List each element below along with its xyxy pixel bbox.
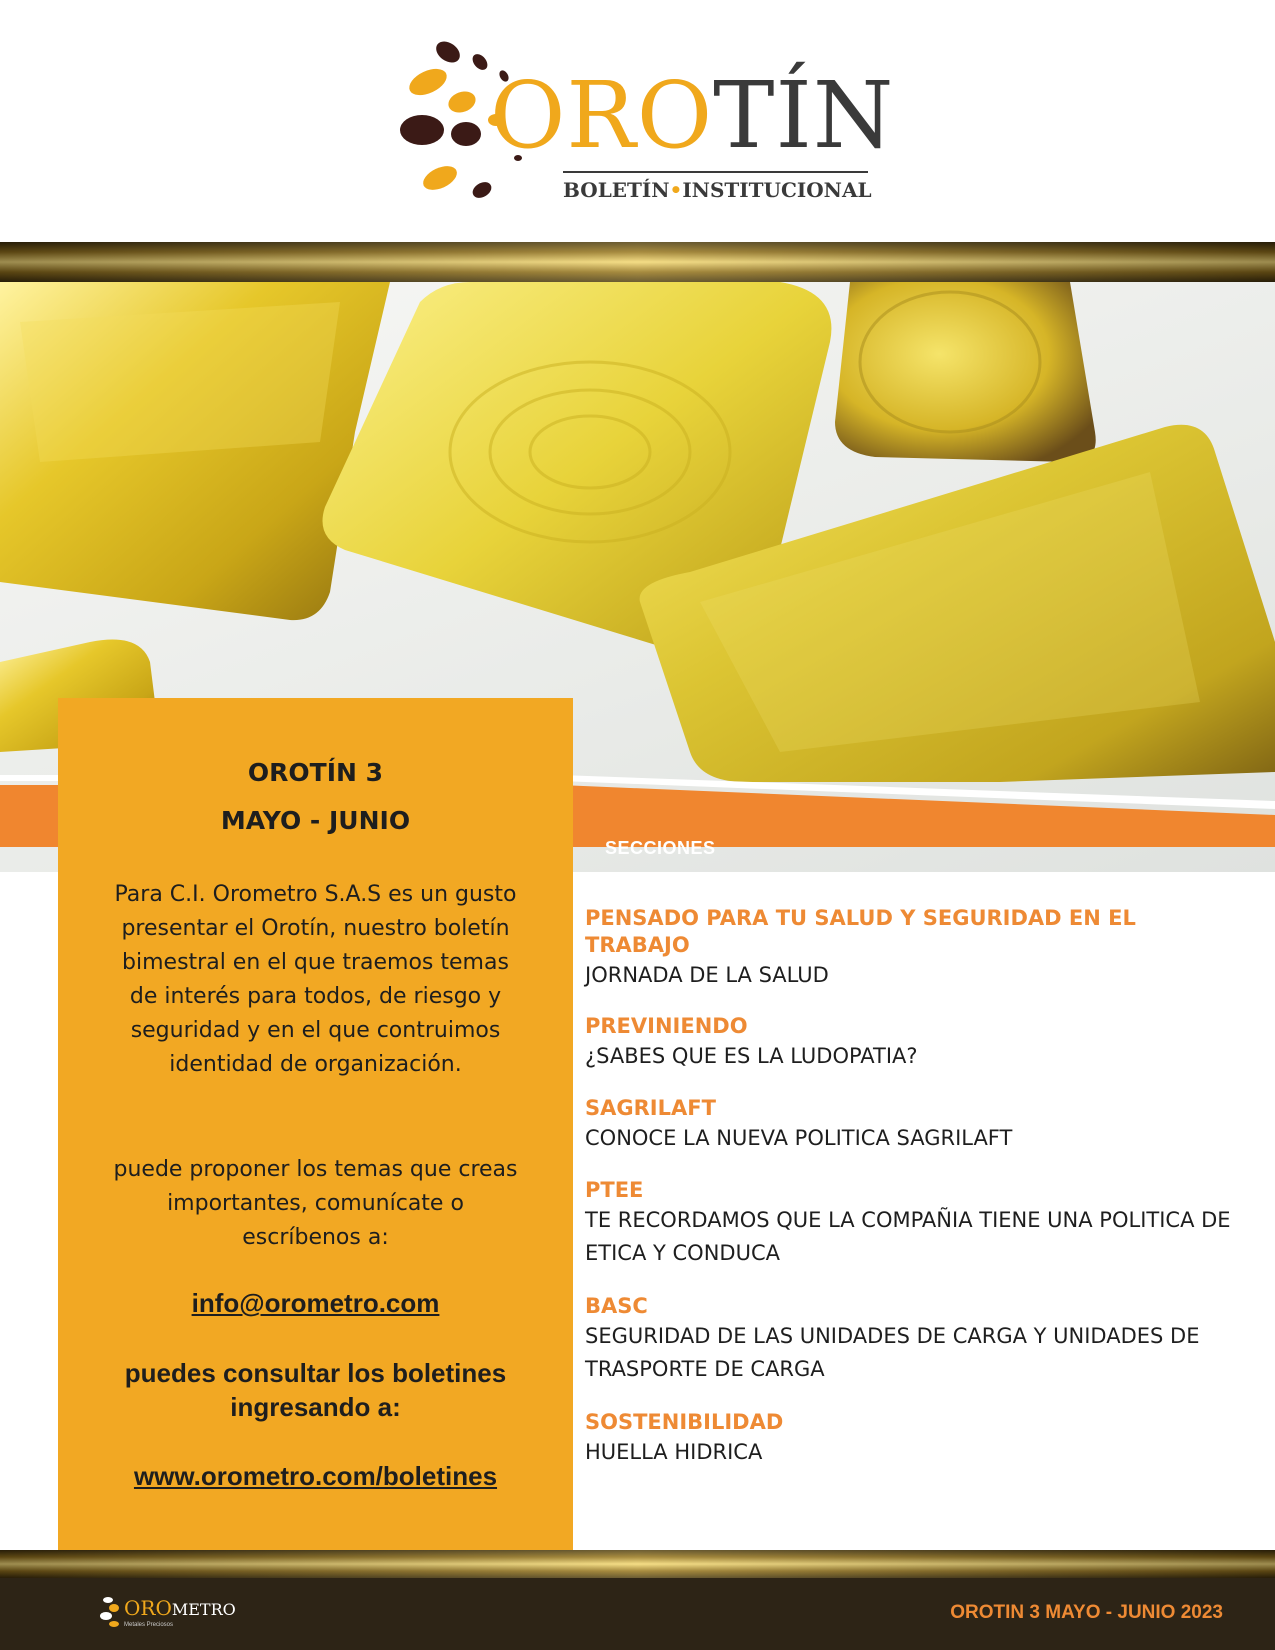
section-title: PREVINIENDO [585,1014,748,1038]
section-subtitle: HUELLA HIDRICA [585,1440,763,1464]
brand-wordmark [490,62,895,169]
tagline-bullet: • [669,178,683,202]
issue-period: MAYO - JUNIO [220,806,411,835]
gold-divider-bottom [0,1550,1275,1578]
footer-logo-metro: METRO [171,1600,236,1619]
section-item [585,1293,1245,1386]
section-subtitle: SEGURIDAD DE LAS UNIDADES DE CARGA Y UNIDADES DE TRASPORTE DE CARGA [585,1324,1200,1381]
section-item [585,1177,1245,1270]
section-item [585,905,1245,992]
footer-logo-sub: Metales Preciosos [124,1622,174,1628]
tagline-left: BOLETÍN [563,178,670,202]
orometro-logo [100,1592,250,1636]
section-subtitle: JORNADA DE LA SALUD [585,963,829,987]
email-link[interactable]: info@orometro.com [191,1288,440,1318]
footer-dots-icon [100,1592,124,1636]
consult-text: puedes consultar los boletines ingresando a: [124,1358,507,1422]
section-item [585,1409,1245,1469]
gold-divider-top [0,242,1275,282]
section-subtitle: CONOCE LA NUEVA POLITICA SAGRILAFT [585,1126,1013,1150]
info-panel [58,698,573,1550]
brand-tagline [563,178,872,202]
sections-label: SECCIONES [605,838,716,858]
section-item [585,1013,1245,1073]
section-subtitle: TE RECORDAMOS QUE LA COMPAÑIA TIENE UNA POLITICA DE ETICA Y CONDUCA [585,1208,1231,1265]
section-subtitle: ¿SABES QUE ES LA LUDOPATIA? [585,1044,918,1068]
footer-logo-oro: ORO [124,1596,172,1620]
intro-paragraph: Para C.I. Orometro S.A.S es un gusto presentar el Orotín, nuestro boletín bimestral en el que traemos temas de interés para todos, de riesgo y seguridad y en el que contruimos identidad de organización. [114,882,517,1077]
section-title: SOSTENIBILIDAD [585,1410,784,1434]
issue-title: OROTÍN 3 [247,758,384,787]
tagline-right: INSTITUCIONAL [682,178,872,202]
section-item [585,1095,1245,1155]
orotin-logo [400,30,895,210]
brand-tin: TÍN [713,62,895,169]
section-title: PTEE [585,1178,644,1202]
brand-oro: ORO [490,62,714,169]
footer-issue-line: OROTIN 3 MAYO - JUNIO 2023 [950,1602,1223,1623]
footer-logo-text [124,1596,236,1620]
section-title: SAGRILAFT [585,1096,716,1120]
section-title: PENSADO PARA TU SALUD Y SEGURIDAD EN EL TRABAJO [585,906,1136,957]
footer [0,1578,1275,1650]
brand-divider [563,171,868,173]
bulletins-link[interactable]: www.orometro.com/boletines [133,1461,498,1491]
propose-paragraph: puede proponer los temas que creas importantes, comunícate o escríbenos a: [113,1157,518,1250]
section-title: BASC [585,1294,648,1318]
